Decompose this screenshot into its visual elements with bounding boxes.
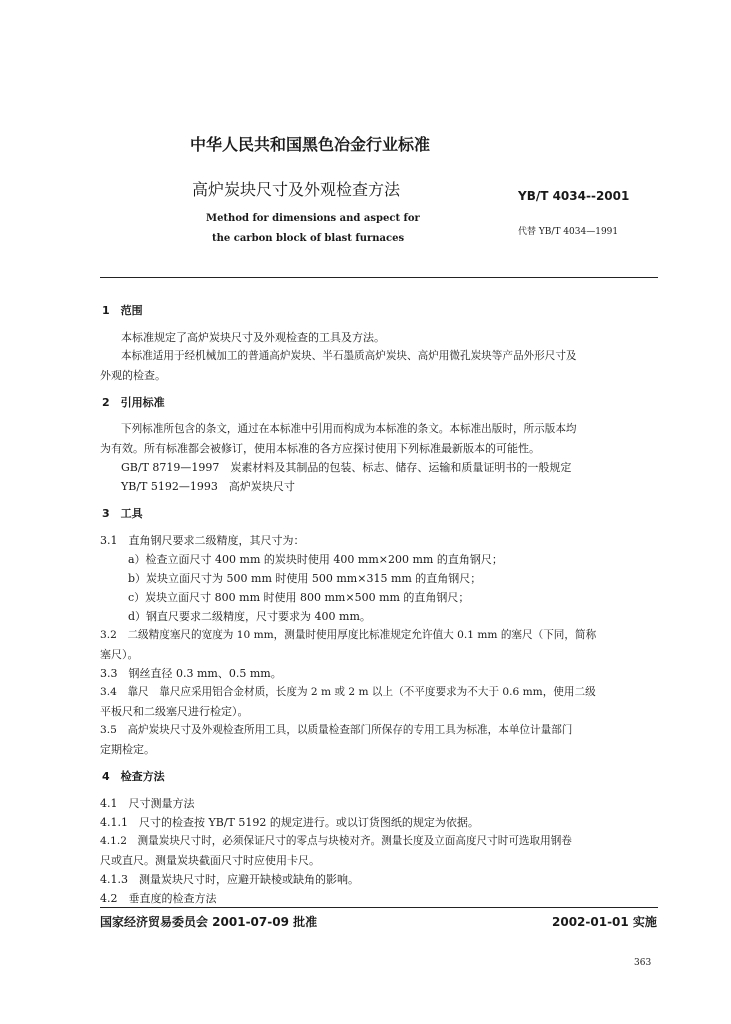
section-1-para-2b: 外观的检查。	[100, 369, 166, 382]
clause-4-2: 4.2 垂直度的检查方法	[100, 892, 217, 905]
clause-3-1-a: a）检查立面尺寸 400 mm 的炭块时使用 400 mm×200 mm 的直角钢尺；	[128, 553, 503, 566]
effective-date: 2002-01-01 实施	[552, 915, 657, 929]
section-2-para-1b: 为有效。所有标准都会被修订，使用本标准的各方应探讨使用下列标准最新版本的可能性。	[100, 442, 540, 455]
clause-3-1-c: c）炭块立面尺寸 800 mm 时使用 800 mm×500 mm 的直角钢尺；	[128, 591, 470, 604]
replaces-standard: 代替 YB/T 4034—1991	[518, 227, 619, 237]
clause-3-1: 3.1 直角钢尺要求二级精度，其尺寸为：	[100, 534, 305, 547]
title-en-line-1: Method for dimensions and aspect for	[206, 213, 420, 224]
section-1-para-1: 本标准规定了高炉炭块尺寸及外观检查的工具及方法。	[121, 331, 385, 344]
section-1-para-2a: 本标准适用于经机械加工的普通高炉炭块、半石墨质高炉炭块、高炉用微孔炭块等产品外形尺寸及	[121, 350, 577, 362]
section-2-heading: 2 引用标准	[102, 396, 165, 409]
clause-4-1-2a: 4.1.2 测量炭块尺寸时，必须保证尺寸的零点与块棱对齐。测量长度及立面高度尺寸时可选取用钢卷	[100, 835, 572, 847]
clause-4-1: 4.1 尺寸测量方法	[100, 797, 195, 810]
issuing-body: 中华人民共和国黑色冶金行业标准	[190, 135, 431, 154]
clause-3-2b: 塞尺）。	[100, 648, 139, 661]
reference-standard-2: YB/T 5192—1993 高炉炭块尺寸	[121, 480, 295, 493]
clause-3-4a: 3.4 靠尺 靠尺应采用铝合金材质，长度为 2 m 或 2 m 以上（不平度要求为不大于 0.6 mm，使用二级	[100, 686, 596, 698]
reference-standard-1: GB/T 8719—1997 炭素材料及其制品的包装、标志、储存、运输和质量证明书的一般规定	[121, 461, 572, 474]
page-number: 363	[634, 958, 652, 968]
clause-4-1-1: 4.1.1 尺寸的检查按 YB/T 5192 的规定进行。或以订货图纸的规定为依据。	[100, 816, 479, 829]
clause-3-1-d: d）钢直尺要求二级精度，尺寸要求为 400 mm。	[128, 610, 371, 623]
standard-number: YB/T 4034--2001	[518, 189, 630, 203]
header-rule	[100, 277, 658, 278]
clause-3-2a: 3.2 二级精度塞尺的宽度为 10 mm，测量时使用厚度比标准规定允许值大 0.1 mm 的塞尺（下同，简称	[100, 629, 597, 641]
section-2-para-1a: 下列标准所包含的条文，通过在本标准中引用而构成为本标准的条文。本标准出版时，所示版本均	[121, 423, 577, 435]
clause-4-1-3: 4.1.3 测量炭块尺寸时，应避开缺棱或缺角的影响。	[100, 873, 359, 886]
clause-3-3: 3.3 钢丝直径 0.3 mm、0.5 mm。	[100, 667, 282, 680]
clause-3-4b: 平板尺和二级塞尺进行检定）。	[100, 705, 249, 718]
approval-info: 国家经济贸易委员会 2001-07-09 批准	[100, 915, 318, 929]
clause-4-1-2b: 尺或直尺。测量炭块截面尺寸时应使用卡尺。	[100, 854, 320, 867]
clause-3-1-b: b）炭块立面尺寸为 500 mm 时使用 500 mm×315 mm 的直角钢尺；	[128, 572, 482, 585]
title-en-line-2: the carbon block of blast furnaces	[212, 233, 405, 244]
title-cn: 高炉炭块尺寸及外观检查方法	[192, 180, 401, 199]
section-1-heading: 1 范围	[102, 304, 143, 317]
footer-rule	[100, 907, 658, 908]
section-3-heading: 3 工具	[102, 507, 143, 520]
clause-3-5b: 定期检定。	[100, 743, 155, 756]
clause-3-5a: 3.5 高炉炭块尺寸及外观检查所用工具，以质量检查部门所保存的专用工具为标准，本单位计量部门	[100, 724, 573, 736]
section-4-heading: 4 检查方法	[102, 770, 165, 783]
